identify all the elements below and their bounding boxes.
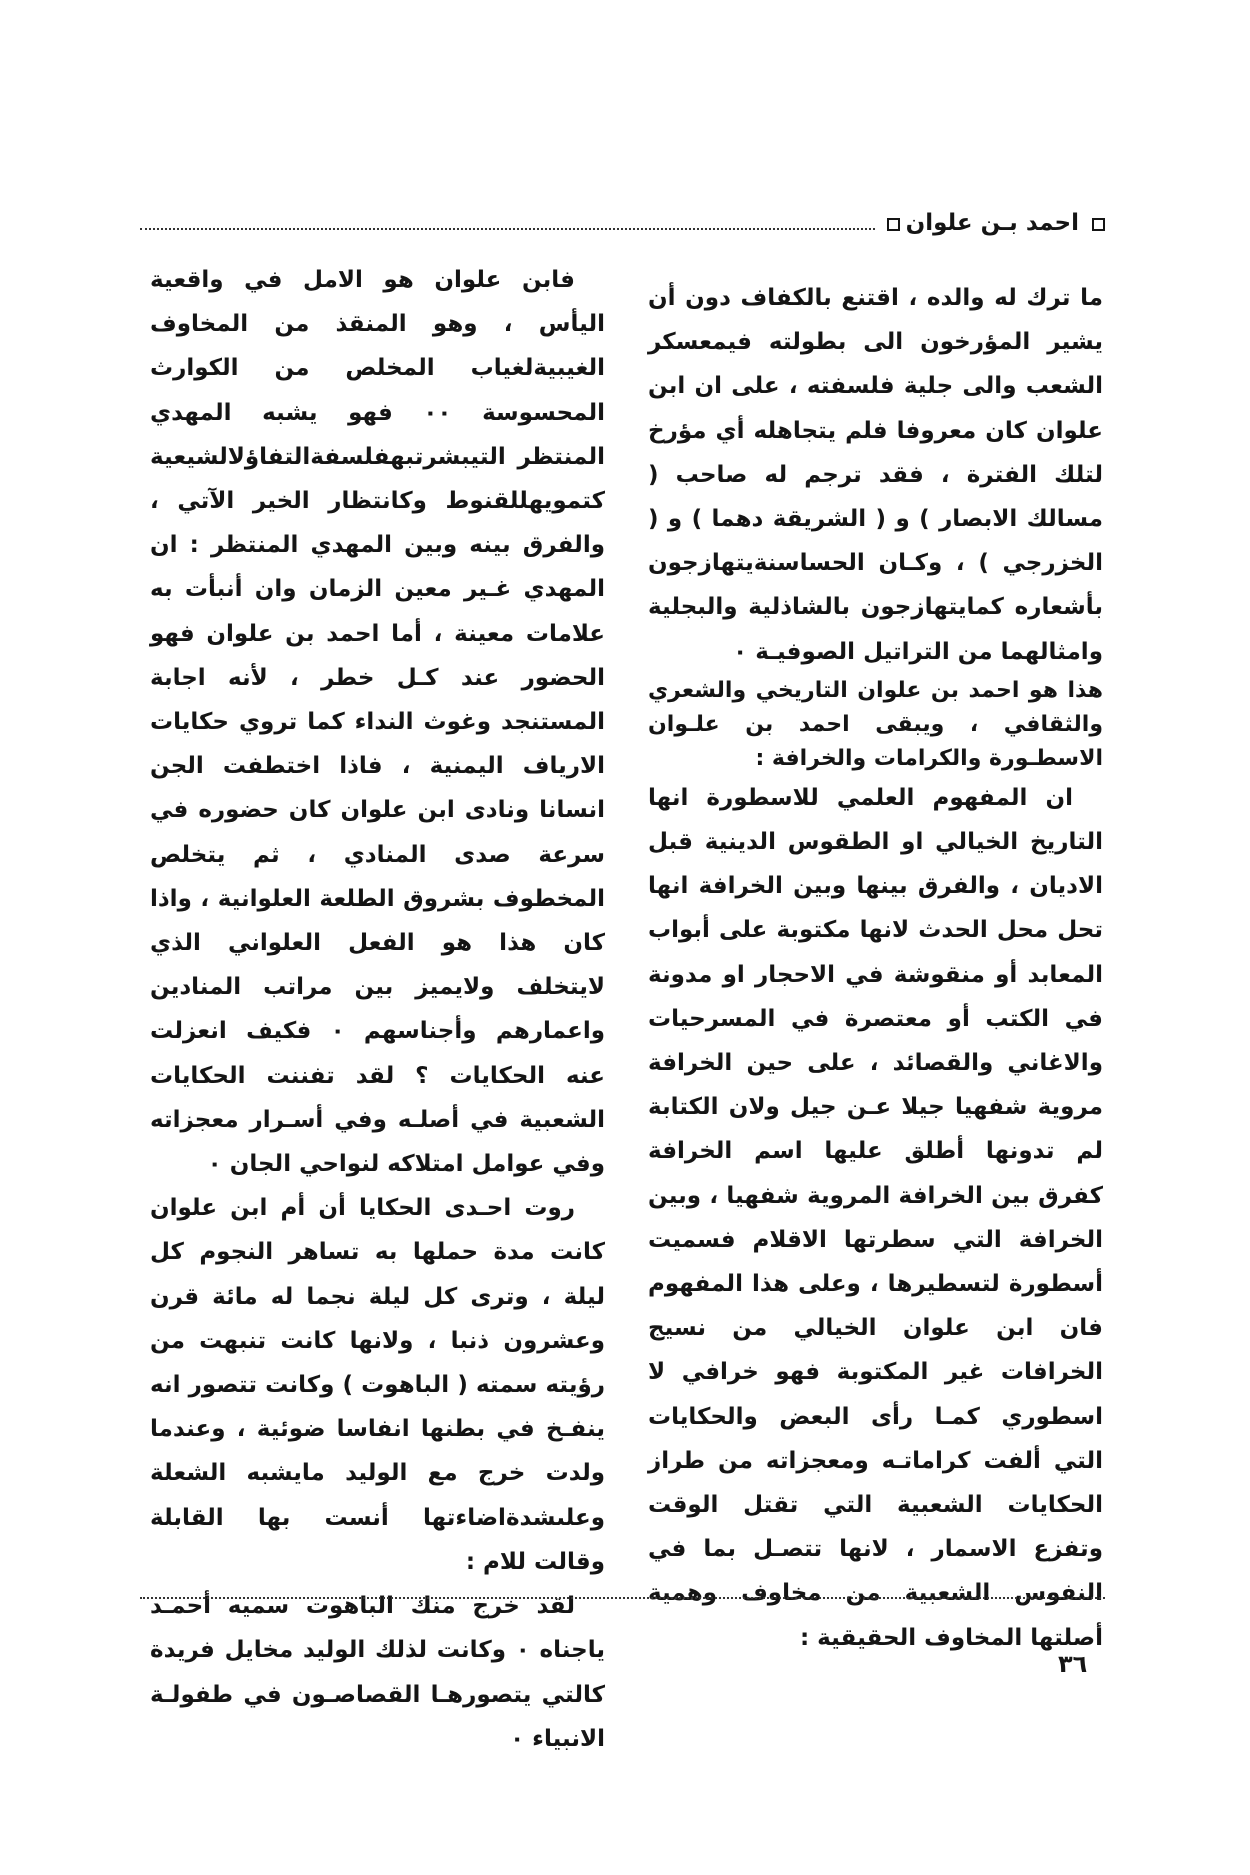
left-column [150, 258, 605, 1761]
footer-dotted-rule [140, 1597, 1105, 1599]
paragraph: ما ترك له والده ، اقتنع بالكفاف دون أن يشير المؤرخون الى بطولته فيمعسكر الشعب والى جلية فلسفته ، على ان ابن علوان كان معروفا فلم يتجاهله أي مؤرخ لتلك الفترة ، فقد ترجم له صاحب ( مسالك الابصار ) و ( الشريقة دهما ) و ( الخزرجي ) ، وكـان الحساسنةيتهازجون بأشعاره كمايتهازجون بالشاذلية والبجلية وامثالهما من التراتيل الصوفيـة ٠ [648, 285, 1103, 665]
page-number: ٣٦ [1058, 1650, 1088, 1678]
square-ornament-icon [887, 218, 900, 231]
paragraph: فابن علوان هو الامل في واقعية اليأس ، وهو المنقذ من المخاوف الغيبيةلغياب المخلص من الكوارث المحسوسة ٠٠ فهو يشبه المهدي المنتظر التيبشرتبهفلسفةالتفاؤلالشيعية كتمويهللقنوط وكانتظار الخير الآتي ، والفرق بينه وبين المهدي المنتظر : ان المهدي غـير معين الزمان وان أنبأت به علامات معينة ، أما احمد بن علوان فهو الحضور عند كـل خطر ، لأنه اجابة المستنجد وغوث النداء كما تروي حكايات الارياف اليمنية ، فاذا اختطفت الجن انسانا ونادى ابن علوان كان حضوره في سرعة صدى المنادي ، ثم يتخلص المخطوف بشروق الطلعة العلوانية ، واذا كان هذا هو الفعل العلواني الذي لايتخلف ولايميز بين مراتب المنادين واعمارهم وأجناسهم ٠ فكيف انعزلت عنه الحكايات ؟ لقد تفننت الحكايات الشعبية في أصلـه وفي أسـرار معجزاته وفي عوامل امتلاكه لنواحي الجان ٠ [150, 267, 606, 1178]
paragraph: روت احـدى الحكايا أن أم ابن علوان كانت مدة حملها به تساهر النجوم كل ليلة ، وترى كل ليلة نجما له مائة قرن وعشرون ذنبا ، ولانها كانت تنبهت من رؤيته سمته ( الباهوت ) وكانت تتصور انه ينفـخ في بطنها انفاسا ضوئية ، وعندما ولدت خرج مع الوليد مايشبه الشعلة وعلىشدةاضاءتها أنست بها القابلة وقالت للام : [150, 1195, 605, 1575]
header-dotted-rule [140, 228, 875, 230]
right-column [648, 276, 1103, 1660]
running-header [140, 208, 1105, 242]
paragraph: ان المفهوم العلمي للاسطورة انها التاريخ الخيالي او الطقوس الدينية قبل الاديان ، والفرق بينها وبين الخرافة انها تحل محل الحدث لانها مكتوبة على أبواب المعابد أو منقوشة في الاحجار او مدونة في الكتب أو معتصرة في المسرحيات والاغاني والقصائد ، على حين الخرافة مروية شفهيا جيلا عـن جيل ولان الكتابة لم تدونها أطلق عليها اسم الخرافة كفرق بين الخرافة المروية شفهيا ، وبين الخرافة التي سطرتها الاقلام فسميت أسطورة لتسطيرها ، وعلى هذا المفهوم فان ابن علوان الخيالي من نسيج الخرافات غير المكتوبة فهو خرافي لا اسطوري كمـا رأى البعض والحكايات التي ألفت كراماتـه ومعجزاته من طراز الحكايات الشعبية التي تقتل الوقت وتفزع الاسمار ، لانها تتصـل بما في النفوس الشعبية من مخاوف وهمية أصلتها المخاوف الحقيقية : [648, 784, 1103, 1651]
header-title: احمد بـن علوان [905, 210, 1079, 236]
square-ornament-icon [1092, 218, 1105, 231]
paragraph: لقد خرج منك الباهوت سميه أحمـد ياجناه ٠ وكانت لذلك الوليد مخايل فريدة كالتي يتصورهـا القصاصـون في طفولـة الانبياء ٠ [150, 1593, 605, 1752]
section-heading: هذا هو احمد بن علوان التاريخي والشعري والثقافي ، ويبقى احمد بن علـوان الاسطـورة والكرامات والخرافة : [648, 677, 1103, 771]
